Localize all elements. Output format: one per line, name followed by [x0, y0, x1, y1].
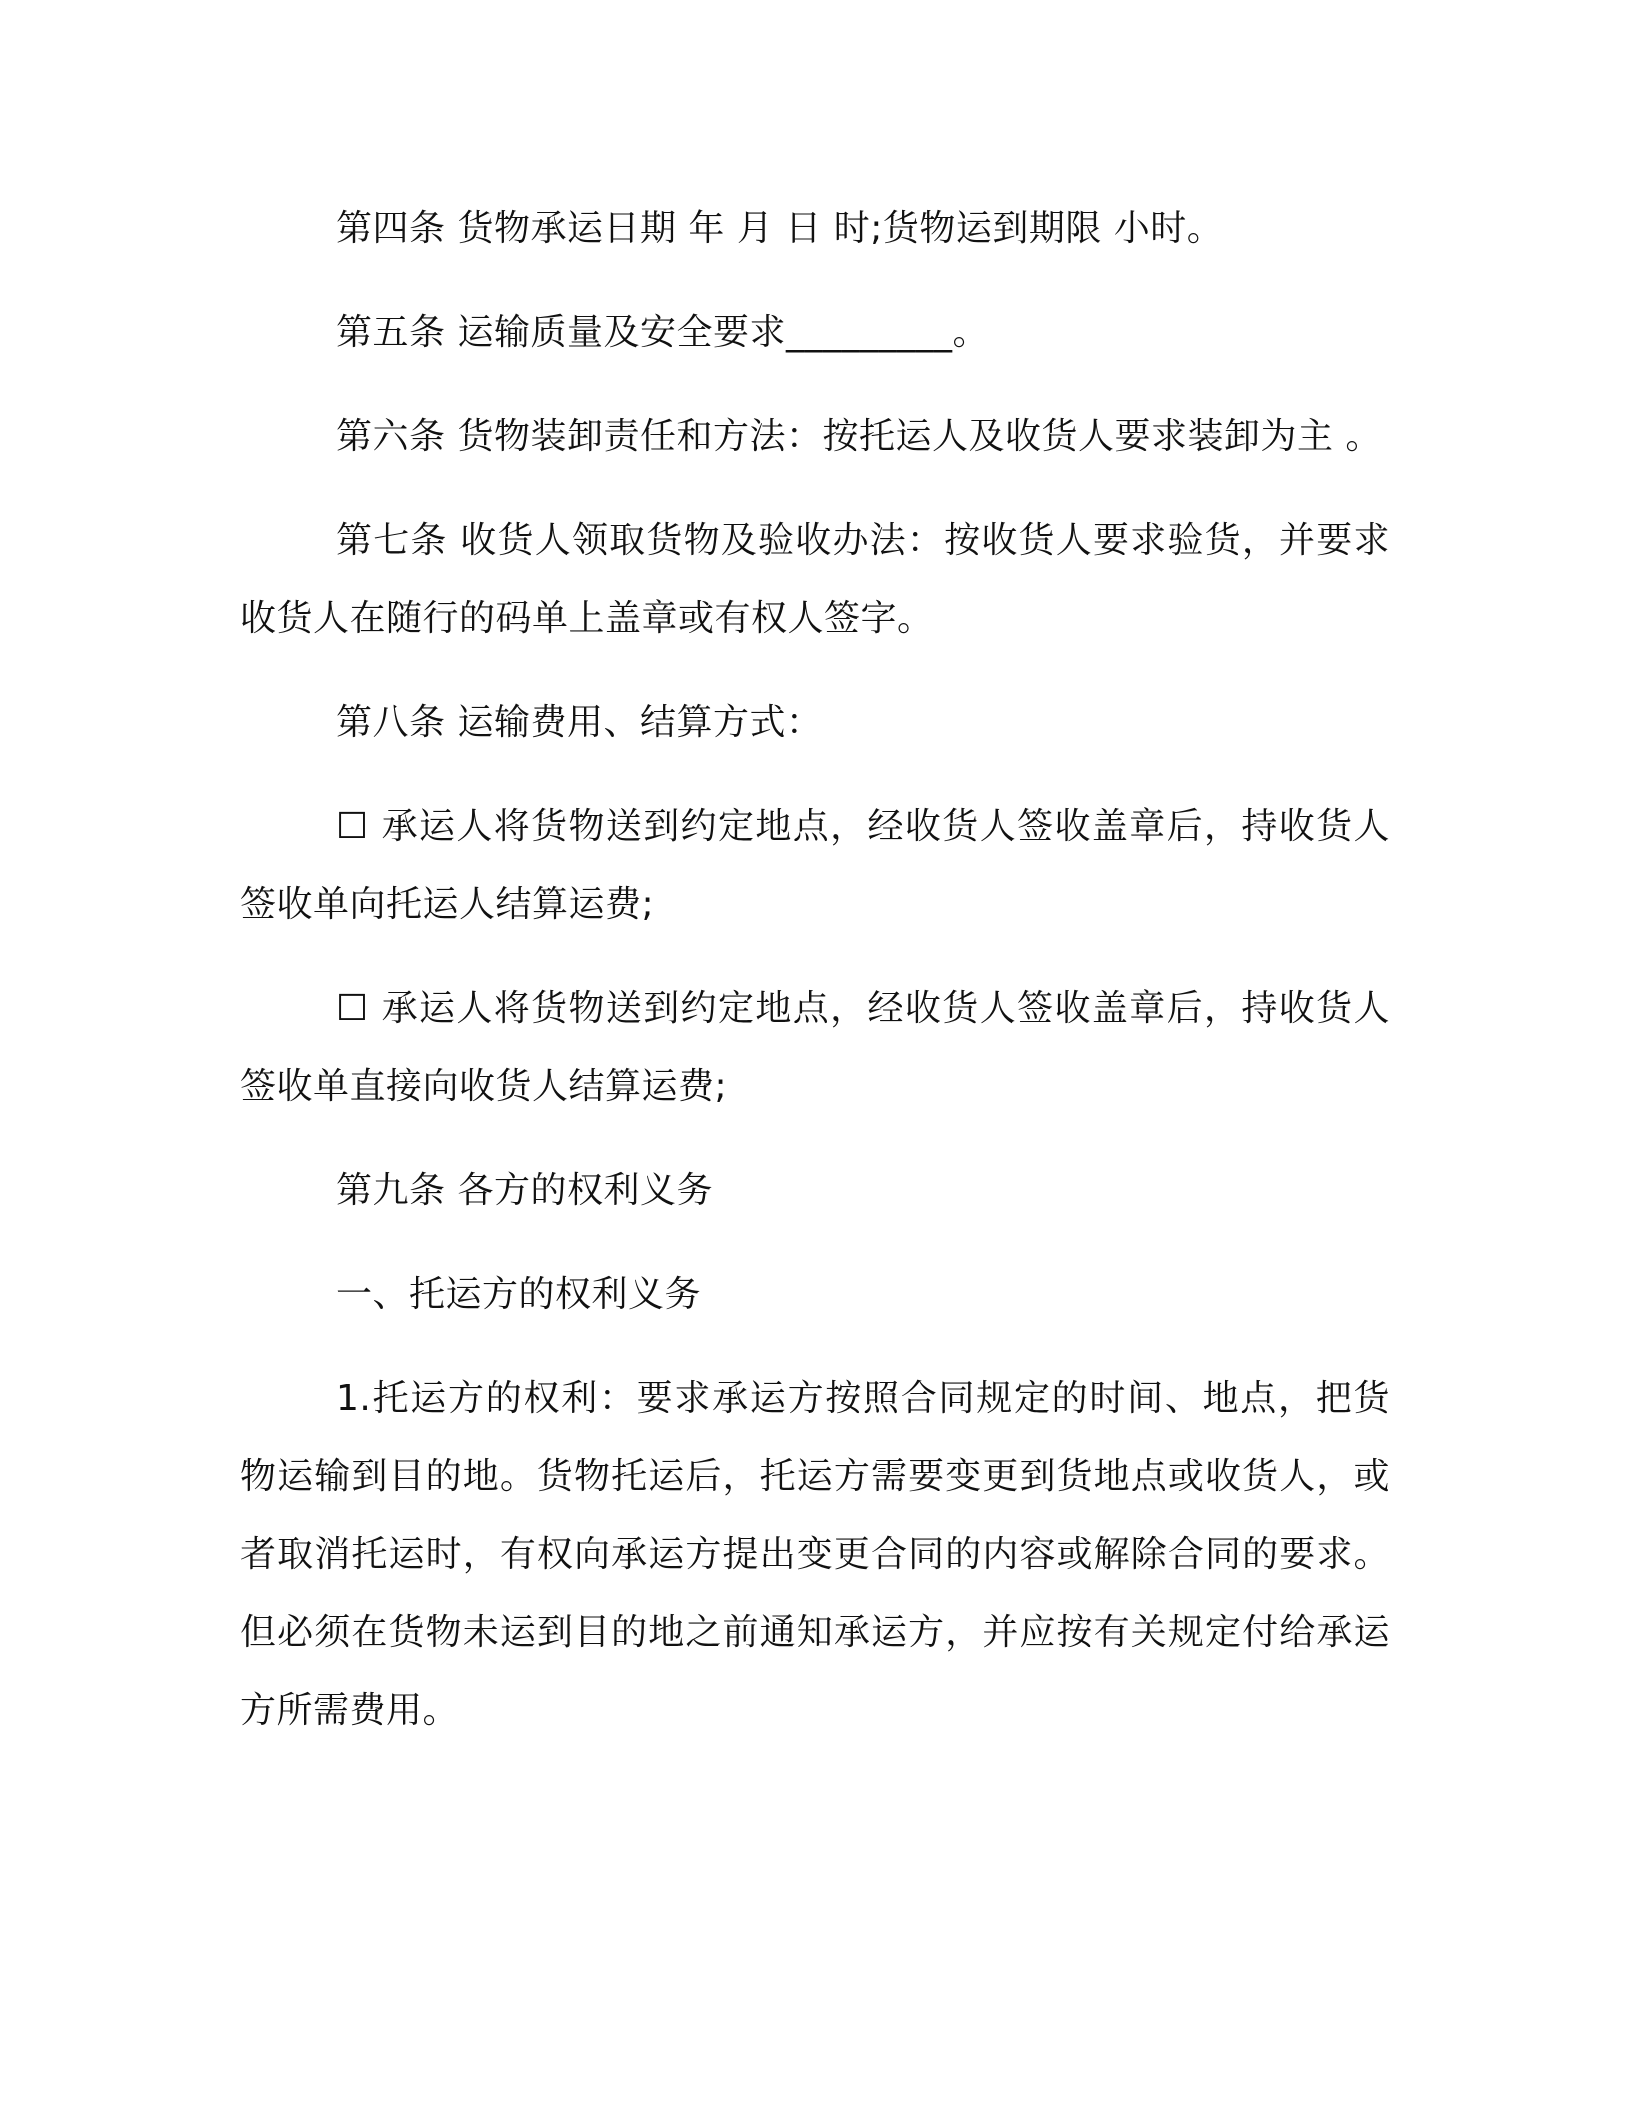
- document-body: [240, 190, 1390, 1776]
- article-5-paragraph: 第五条 运输质量及安全要求_________。: [336, 312, 989, 353]
- article-7-paragraph: 第七条 收货人领取货物及验收办法：按收货人要求验货，并要求收货人在随行的码单上盖章或有权人签字。: [240, 520, 1390, 639]
- section-1-heading: 一、托运方的权利义务: [336, 1274, 702, 1315]
- article-8-paragraph: 第八条 运输费用、结算方式：: [336, 702, 823, 743]
- shipper-rights-paragraph: 1.托运方的权利：要求承运方按照合同规定的时间、地点，把货物运输到目的地。货物托运后，托运方需要变更到货地点或收货人，或者取消托运时，有权向承运方提出变更合同的内容或解除合同的要求。但必须在货物未运到目的地之前通知承运方，并应按有关规定付给承运方所需费用。: [240, 1378, 1390, 1731]
- article-4-paragraph: 第四条 货物承运日期 年 月 日 时;货物运到期限 小时。: [336, 208, 1224, 249]
- settlement-option-2: ☐ 承运人将货物送到约定地点，经收货人签收盖章后，持收货人签收单直接向收货人结算运费;: [240, 988, 1390, 1107]
- settlement-option-1: ☐ 承运人将货物送到约定地点，经收货人签收盖章后，持收货人签收单向托运人结算运费;: [240, 806, 1390, 925]
- article-6-paragraph: 第六条 货物装卸责任和方法：按托运人及收货人要求装卸为主 。: [336, 416, 1382, 457]
- article-9-paragraph: 第九条 各方的权利义务: [336, 1170, 713, 1211]
